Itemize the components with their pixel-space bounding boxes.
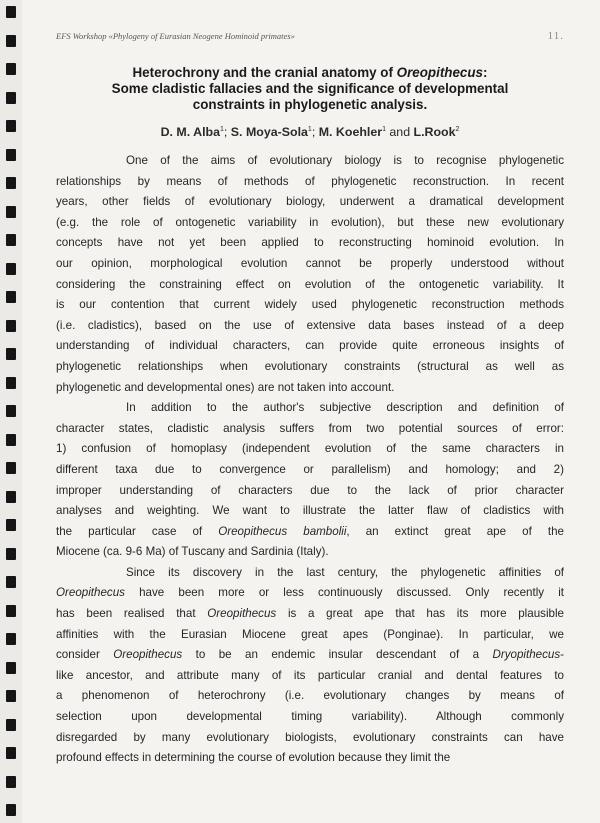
- text-line: concepts have not yet been applied to reconstructing hominoid evolution. In: [56, 236, 564, 250]
- text-line: understanding of individual characters, can provide quite erroneous insights of: [56, 339, 564, 353]
- text-line: Miocene (ca. 9-6 Ma) of Tuscany and Sardinia (Italy).: [56, 545, 329, 559]
- text-line: In addition to the author's subjective description and definition of: [126, 401, 564, 415]
- binding-hole: [6, 320, 16, 332]
- text-line: years, other fields of evolutionary biology, underwent a dramatical development: [56, 195, 564, 209]
- text-line: considering the constraining effect on evolution of the ontogenetic variability. It: [56, 277, 564, 291]
- text-line: our opinion, morphological evolution cannot be properly understood without: [56, 256, 564, 270]
- page-number: 11.: [547, 30, 564, 42]
- text-line: the particular case of Oreopithecus bambolii, an extinct great ape of the: [56, 524, 564, 538]
- text-line: 1) confusion of homoplasy (independent evolution of the same characters in: [56, 442, 564, 456]
- binding-hole: [6, 377, 16, 389]
- running-title: EFS Workshop «Phylogeny of Eurasian Neogene Hominoid primates»: [56, 31, 295, 41]
- binding-hole: [6, 519, 16, 531]
- binding-hole: [6, 405, 16, 417]
- text-line: different taxa due to convergence or parallelism) and homology; and 2): [56, 462, 564, 476]
- text-line: like ancestor, and attribute many of its particular cranial and dental features to: [56, 668, 564, 682]
- binding-hole: [6, 462, 16, 474]
- text-line: a phenomenon of heterochrony (i.e. evolutionary changes by means of: [56, 689, 564, 703]
- text-line: disregarded by many evolutionary biologists, evolutionary constraints can have: [56, 730, 564, 744]
- text-line: character states, cladistic analysis suffers from two potential sources of error:: [56, 421, 564, 435]
- binding-hole: [6, 548, 16, 560]
- text-line: affinities with the Eurasian Miocene great apes (Ponginae). In particular, we: [56, 627, 564, 641]
- binding-hole: [6, 348, 16, 360]
- running-header: [56, 30, 564, 42]
- author-affiliation-marker: 1: [382, 125, 386, 133]
- paragraph: [56, 151, 564, 398]
- author-affiliation-marker: 2: [455, 125, 460, 133]
- binding-hole: [6, 63, 16, 75]
- binding-hole: [6, 719, 16, 731]
- text-line: phylogenetic and developmental ones) are not taken into account.: [56, 380, 395, 394]
- binding-hole: [6, 434, 16, 446]
- binding-hole: [6, 120, 16, 132]
- text-line: phylogenetic relationships when evolutionary constraints (structural as well as: [56, 359, 564, 373]
- paragraph: [56, 563, 564, 769]
- binding-hole: [6, 576, 16, 588]
- binding-hole: [6, 149, 16, 161]
- binding-hole: [6, 690, 16, 702]
- binding-hole: [6, 206, 16, 218]
- binding-hole: [6, 177, 16, 189]
- author-name: L.Rook: [413, 125, 456, 139]
- text-line: consider Oreopithecus to be an endemic insular descendant of a Dryopithecus-: [56, 648, 565, 662]
- binding-hole: [6, 776, 16, 788]
- author-affiliation-marker: 1: [220, 125, 224, 133]
- taxon-name: Oreopithecus: [207, 607, 277, 621]
- author-affiliation-marker: 1: [307, 125, 312, 133]
- binding-hole: [6, 605, 16, 617]
- binding-hole: [6, 291, 16, 303]
- text-line: Since its discovery in the last century, the phylogenetic affinities of: [126, 565, 564, 579]
- text-line: has been realised that Oreopithecus is a great ape that has its more plausible: [56, 607, 564, 621]
- title-line-2: Some cladistic fallacies and the significance of developmental: [111, 81, 509, 96]
- binding-hole: [6, 263, 16, 275]
- title-line-1: Heterochrony and the cranial anatomy of Oreopithecus:: [132, 65, 488, 80]
- binding-hole: [6, 6, 16, 18]
- text-line: analyses and weighting. We want to illustrate the latter flaw of cladistics with: [56, 504, 564, 518]
- text-line: (i.e. cladistics), based on the use of extensive data bases instead of a deep: [56, 318, 564, 332]
- text-line: Oreopithecus have been more or less continuously discussed. Only recently it: [56, 586, 564, 600]
- binding-hole: [6, 747, 16, 759]
- text-line: selection upon developmental timing variability). Although commonly: [56, 710, 564, 724]
- taxon-name: Oreopithecus: [113, 648, 183, 662]
- text-line: relationships by means of methods of phylogenetic reconstruction. In recent: [56, 174, 564, 188]
- binding-hole: [6, 633, 16, 645]
- paragraph: [56, 398, 564, 563]
- binding-hole: [6, 662, 16, 674]
- article-body: [56, 151, 564, 769]
- taxon-name: Dryopithecus: [492, 648, 561, 662]
- binding-hole: [6, 35, 16, 47]
- title-genus: Oreopithecus: [396, 65, 483, 80]
- text-line: One of the aims of evolutionary biology is to recognise phylogenetic: [126, 154, 564, 167]
- binding-hole: [6, 234, 16, 246]
- title-line-3: constraints in phylogenetic analysis.: [192, 97, 428, 112]
- binding-hole: [6, 491, 16, 503]
- article-title: [56, 65, 564, 113]
- author-name: S. Moya-Sola: [230, 125, 308, 139]
- binding-hole: [6, 804, 16, 816]
- taxon-name: Oreopithecus bambolii: [218, 524, 347, 538]
- text-line: (e.g. the role of ontogenetic variability in evolution), but these new evolutionary: [56, 215, 564, 229]
- binding-strip: [0, 0, 22, 823]
- author-list: D. M. Alba$^1$; S. Moya-Sola$^1$; M. Koehler$^1$ and L.Rook$^2$: [160, 125, 460, 139]
- text-line: profound effects in determining the course of evolution because they limit the: [56, 751, 451, 765]
- text-line: improper understanding of characters due to the lack of prior character: [56, 483, 564, 497]
- author-name: D. M. Alba: [160, 125, 220, 139]
- text-line: is our contention that current widely used phylogenetic reconstruction methods: [56, 298, 564, 312]
- author-name: M. Koehler: [318, 125, 383, 139]
- binding-hole: [6, 92, 16, 104]
- document-page: [56, 18, 564, 769]
- author-conjunction: and: [385, 125, 414, 139]
- taxon-name: Oreopithecus: [56, 586, 125, 600]
